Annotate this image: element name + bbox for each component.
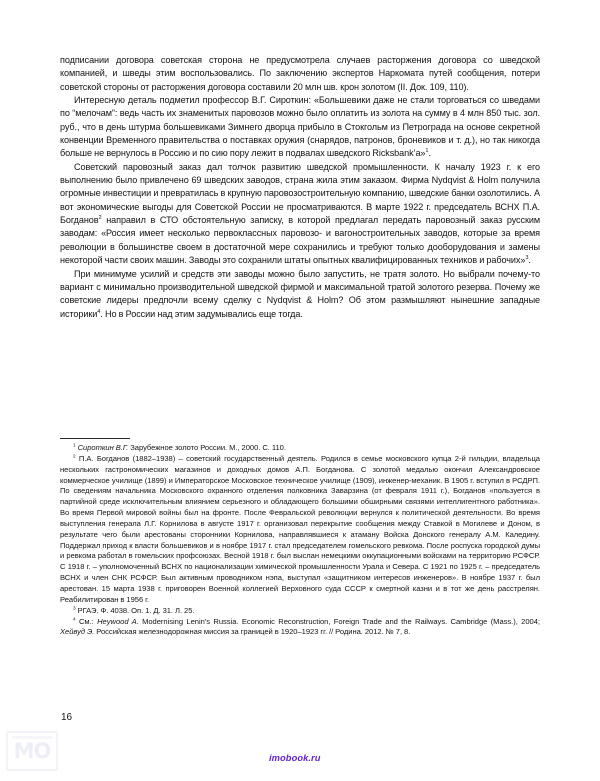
paragraph-3-text-b: направил в СТО обстоятельную записку, в которой предлагал передать паровозный заказ русским заводам: «Россия имеет несколько первоклассных паровозо- и вагоностроительных заводов, которые за время революции в большинстве своем в достаточной мере сохранились и требуют только дооборудования и замены некоторой части своих машин. Заводы это сохранили штаты опытных квалифицированных техников и рабочих» — [60, 215, 540, 266]
watermark-label: MO — [13, 738, 51, 763]
footnote-marker-1: 1 — [73, 442, 76, 448]
footnote-marker-4: 4 — [73, 615, 76, 621]
footnote-4-text-b: Modernising Lenin’s Russia. Economic Reconstruction, Foreign Trade and the Railways. Cambridge (Mass.), 2004; — [138, 616, 540, 626]
footnotes-block — [60, 438, 540, 638]
paragraph-2 — [60, 94, 540, 161]
footnote-ref-4[interactable]: 4 — [97, 308, 101, 315]
paragraph-4 — [60, 268, 540, 321]
paragraph-3-text-a: Советский паровозный заказ дал толчок развитию шведской промышленности. К началу 1923 г. к его выполнению было привлечено 69 шведских заводов, страна жила этим заказом. Фирма Nydqvist & Holm получила огромные инвестиции и превратилась в крупную паровозостроительную компанию, шведские банки озолотились. А вот экономические выгоды для Советской России не просматриваются. В марте 1922 г. председатель ВСНХ П.А. Богданов — [60, 161, 540, 226]
footnote-3-text: РГАЭ. Ф. 4038. Оп. 1. Д. 31. Л. 25. — [77, 605, 195, 615]
footnote-4-author-en: Heywood A. — [97, 616, 139, 626]
footnote-2-text: П.А. Богданов (1882–1938) – советский государственный деятель. Родился в семье московского купца 2-й гильдии, владельца нескольких гастрономических магазинов и доходных домов А.П. Богданова. С золотой медалью окончил Александровское коммерческое училище (1899) и Императорское Московское техническое училище (1909), инженер-механик. В 1905 г. вступил в РСДРП. По сведениям начальника Московского охранного отделения полковника Заварзина (от февраля 1911 г.), Богданов «пользуется в партийной среде исключительным влиянием серьезного и обладающего большими обширными связями интеллигентного работника». Во время Первой мировой войны был на фронте. После Февральской революции вернулся к политической деятельности. Во время выступления генерала Л.Г. Корнилова в августе 1917 г. организовал перекрытие сообщения между Ставкой в Могилеве и Доном, в результате чего были арестованы сторонники Корнилова, направлявшиеся к атаману Войска Донского генералу А.М. Каледину. Поддержал приход к власти большевиков и в ноябре 1917 г. стал председателем гомельского ревкома. После роспуска городской думы и ревкома работал в гомельских профсоюзах. Весной 1918 г. был выслан немецкими оккупационными войсками на территорию РСФСР. С 1918 г. – уполномоченный ВСНХ по национализации химической промышленности Урала и Севера. С 1921 по 1925 г. – председатель ВСНХ и член СНК РСФСР. Был активным проводником нэпа, выступал «защитником интересов инженеров». В ноябре 1937 г. был арестован. 15 марта 1938 г. приговорен Военной коллегией Верховного суда СССР к смертной казни и в тот же день расстрелян. Реабилитирован в 1956 г. — [60, 453, 540, 604]
footnote-ref-3[interactable]: 3 — [525, 255, 529, 262]
paragraph-3-period: . — [528, 255, 531, 266]
footnote-ref-2[interactable]: 2 — [98, 215, 102, 222]
site-brand-label[interactable]: imobook.ru — [269, 753, 321, 763]
footnote-4-text-c: Российская железнодорожная миссия за границей в 1920–1923 гг. // Родина. 2012. № 7, 8. — [94, 627, 411, 637]
paragraph-3 — [60, 161, 540, 268]
footnote-1-text: Зарубежное золото России. М., 2000. С. 110. — [128, 443, 286, 452]
paragraph-4-sep: . — [100, 308, 105, 319]
footnote-ref-1[interactable]: 1 — [425, 148, 429, 155]
footnote-marker-3: 3 — [73, 605, 76, 611]
footnote-item-4 — [60, 617, 540, 639]
footnote-marker-2: 2 — [73, 453, 76, 459]
paragraph-2-period: . — [428, 148, 431, 159]
paragraph-4-text-a: При минимуме усилий и средств эти заводы можно было запустить, не тратя золото. Но выбрали почему-то вариант с минимально производительной шведской фирмой и максимальной тратой золотого резерва. Почему же советские лидеры предпочли всему сделку с Nydqvist & Holm? Об этом размышляют нынешние западные историки — [60, 268, 540, 319]
footnote-item-2 — [60, 454, 540, 606]
page-number: 16 — [61, 712, 73, 723]
footnote-separator-rule — [60, 438, 130, 439]
footnote-4-text-a: См.: — [78, 616, 98, 626]
footnote-4-author-ru: Хейвуд Э. — [60, 627, 95, 637]
main-text-column — [60, 54, 540, 321]
paragraph-4-text-b: Но в России над этим задумывались еще тогда. — [104, 308, 303, 319]
paragraph-1-text: подписании договора советская сторона не предусмотрела случаев расторжения договора со шведской компанией, и шведы этим воспользовались. По заключению экспертов Наркомата путей сообщения, потери советской стороны от расторжения договора составили 20 млн шв. крон золотом (II. Док. 109, 110). — [60, 55, 540, 92]
footnote-item-3 — [60, 606, 540, 617]
footnote-item-1 — [60, 443, 540, 454]
paragraph-1 — [60, 54, 540, 94]
watermark-logo — [6, 731, 58, 771]
watermark-bar — [12, 736, 52, 739]
footnote-1-author: Сироткин В.Г. — [77, 443, 129, 452]
paragraph-2-text: Интересную деталь подметил профессор В.Г. Сироткин: «Большевики даже не стали торговаться со шведами по “мелочам”: ведь часть их знаменитых паровозов можно было оплатить из золота на сумму в 4 млн 850 тыс. зол. руб., что в день штурма большевиками Зимнего дворца прибыло в Стокгольм из Петрограда на основе секретной конвенции Временного правительства о поставках оружия (снарядов, патронов, броневиков и т. д.), но так никогда больше не вернулось в Россию и по сию пору лежит в подвалах шведского Ricksbank’a» — [60, 95, 540, 159]
